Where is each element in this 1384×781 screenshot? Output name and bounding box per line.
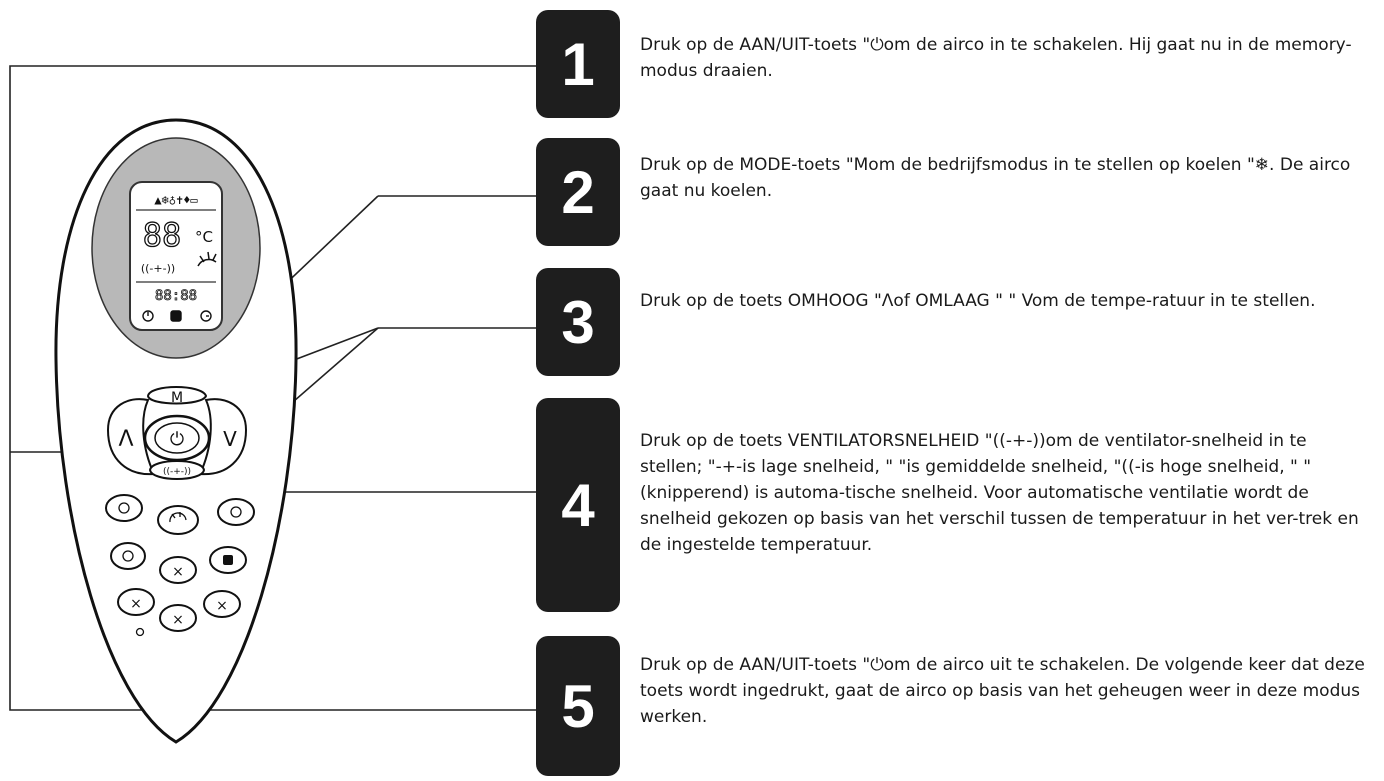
sleep-icon <box>223 555 233 565</box>
lcd-fan-icon: ((‐+‐)) <box>140 262 176 275</box>
lcd-temp-unit: °C <box>195 228 213 246</box>
mode-button-label: M <box>170 390 184 406</box>
step-badge-3: 3 <box>536 268 620 376</box>
cancel-button-3[interactable] <box>160 605 196 631</box>
lcd-clock: 88:88 <box>154 288 198 304</box>
step-text-3: Druk op de toets OMHOOG "Λof OMLAAG " " Vom de tempe-ratuur in te stellen. <box>640 291 1316 311</box>
fan-speed-button[interactable] <box>150 461 204 479</box>
lcd-mode-icons: ▲❄♁✝♦▭ <box>154 193 198 207</box>
step-text-5: Druk op de AAN/UIT-toets "⏻om de airco uit te schakelen. De volgende keer dat deze toets wordt ingedrukt, gaat de airco op basis van het geheugen weer in deze modus werken. <box>640 655 1365 727</box>
close-icon: × <box>172 564 184 580</box>
swing-button[interactable] <box>158 506 198 534</box>
step-text-2: Druk op de MODE-toets "Mom de bedrijfsmodus in te stellen op koelen "❄. De airco gaat nu koelen. <box>640 155 1351 201</box>
down-button-label: V <box>223 427 237 451</box>
fan-speed-button-label: ((‐+‐)) <box>162 467 192 477</box>
timer-off-button[interactable] <box>218 499 254 525</box>
step-text-1: Druk op de AAN/UIT-toets "⏻om de airco in te schakelen. Hij gaat nu in de memory-modus draaien. <box>640 35 1352 81</box>
step-badge-1: 1 <box>536 10 620 118</box>
close-icon: × <box>130 596 142 612</box>
lcd-temp-digits: 88 <box>142 216 182 254</box>
step-badge-2: 2 <box>536 138 620 246</box>
power-button[interactable] <box>145 416 209 460</box>
sleep-button[interactable] <box>210 547 246 573</box>
step-badge-5: 5 <box>536 636 620 776</box>
cancel-button-4[interactable] <box>204 591 240 617</box>
cancel-button-2[interactable] <box>118 589 154 615</box>
close-icon: × <box>216 598 228 614</box>
close-icon: × <box>172 612 184 628</box>
up-button-label: Λ <box>118 427 134 452</box>
step-badge-4: 4 <box>536 398 620 612</box>
timer-on-button[interactable] <box>106 495 142 521</box>
power-button-label: ⏻ <box>169 429 185 450</box>
cancel-button-1[interactable] <box>160 557 196 583</box>
clock-button[interactable] <box>111 543 145 569</box>
reset-hole[interactable] <box>137 629 144 636</box>
step-text-4: Druk op de toets VENTILATORSNELHEID "((‐+‐))om de ventilator-snelheid in te stellen; "-+-is lage snelheid, " "is gemiddelde snelheid, "((‐is hoge snelheid, " " (knipperend) is automa-tische snelheid. Voor automatische ventilatie wordt de snelheid gekozen op basis van het verschil tussen de temperatuur in het ver-trek en de ingestelde temperatuur. <box>640 431 1359 555</box>
